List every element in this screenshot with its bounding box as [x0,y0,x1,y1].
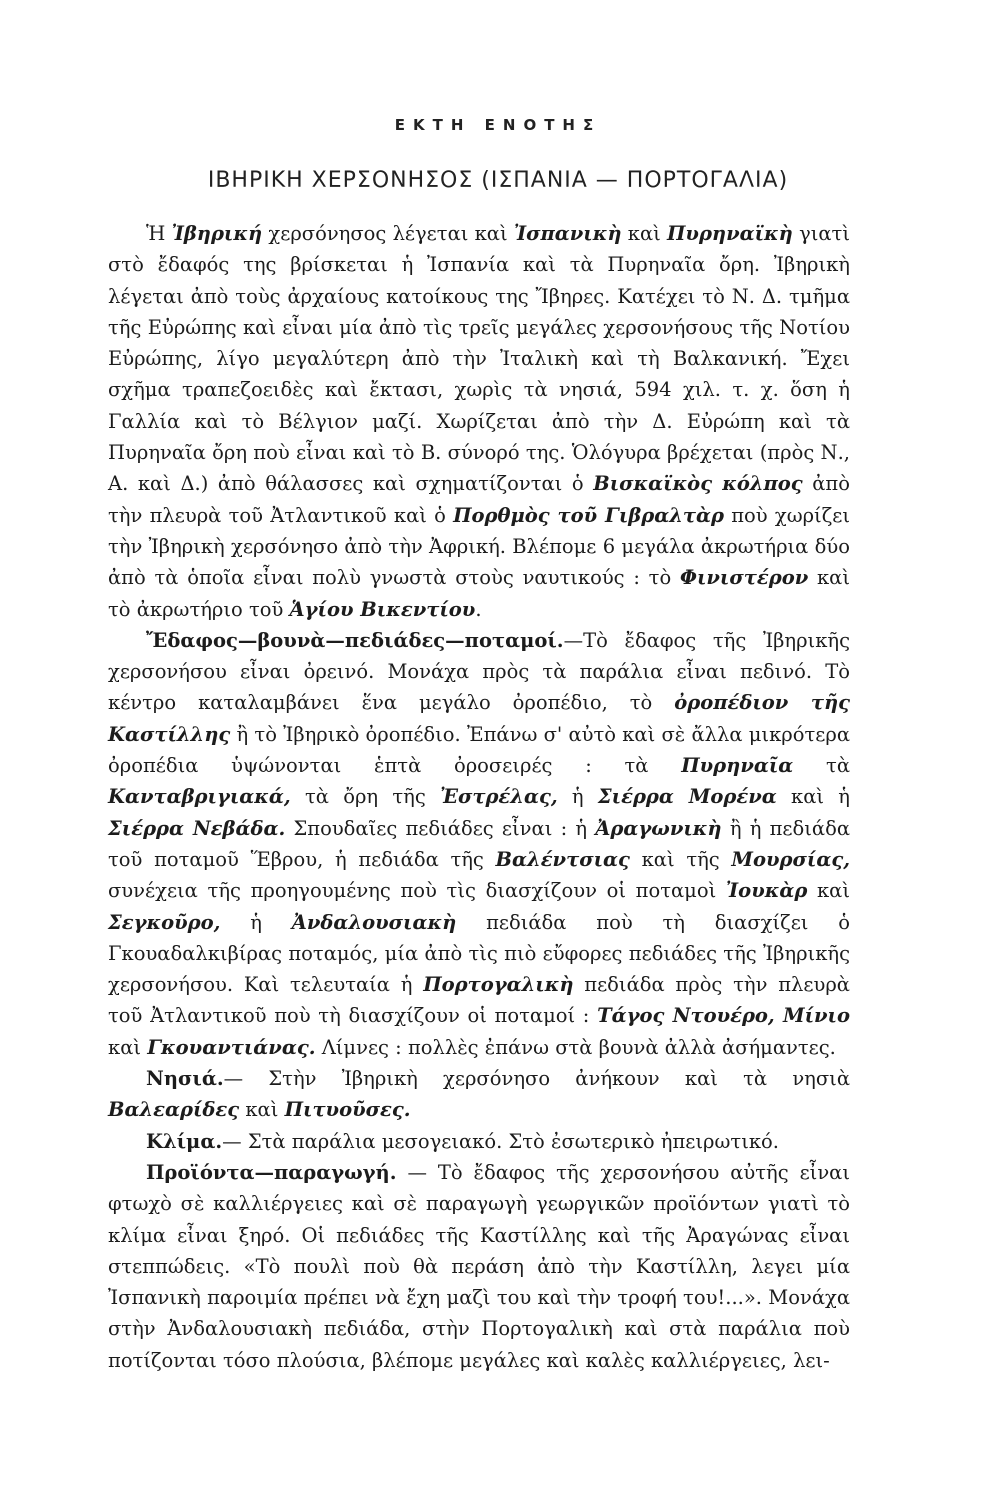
text-run: ἢ ἡ πεδιάδα τοῦ ποταμοῦ Ἕβρου, ἡ πεδιάδα τῆς [108,816,851,871]
text-run: —Τὸ ἔδαφος τῆς Ἰβηρικῆς χερσονήσου εἶναι ὀρεινό. Μονάχα πρὸς τὰ παράλια εἶναι πεδινό. Τὸ κέντρο καταλαμβάνει ἕνα μεγάλο ὀροπέδιο, τὸ [108,628,850,715]
text-run: καὶ [239,1098,285,1122]
term-iberian: Ἰβηρική [171,222,263,245]
chapter-title: ΙΒΗΡΙΚΗ ΧΕΡΣΟΝΗΣΟΣ (ΙΣΠΑΝΙΑ — ΠΟΡΤΟΓΑΛΙΑ) [207,168,789,193]
paragraph-introduction [108,218,850,625]
text-run: καὶ [108,1035,148,1059]
term-strait-of-gibraltar: Πορθμὸς τοῦ Γιβραλτὰρ [453,503,724,527]
text-run: ἢ τὸ Ἰβηρικὸ ὀροπέδιο. Ἐπάνω σ' αὐτὸ καὶ σὲ ἄλλα μικρότερα ὀροπέδια ὑψώνονται ἑπτὰ ὀροσειρές : τὰ [108,722,850,778]
text-run: γιατὶ στὸ ἔδαφός της βρίσκεται ἡ Ἰσπανία καὶ τὰ Πυρηναῖα ὄρη. Ἰβηρικὴ λέγεται ἀπὸ τοὺς ἀρχαίους κατοίκους της Ἴβηρες. Κατέχει τὸ Ν. Δ. τμῆμα τῆς Εὐρώπης καὶ εἶναι μία ἀπὸ τὶς τρεῖς μεγάλες χερσονήσους τῆς Νοτίου Εὐρώπης, λίγο μεγαλύτερη ἀπὸ τὴν Ἰταλικὴ καὶ τὴ Βαλκανική. Ἔχει σχῆμα τραπεζοειδὲς καὶ ἔκτασι, χωρὶς τὰ νησιά, 594 χιλ. τ. χ. ὅση ἡ Γαλλία καὶ τὸ Βέλγιον μαζί. Χωρίζεται ἀπὸ τὴν Δ. Εὐρώπη καὶ τὰ Πυρηναῖα ὄρη ποὺ εἶναι καὶ τὸ Β. σύνορό της. Ὁλόγυρα βρέχεται (πρὸς Ν., Α. καὶ Δ.) ἀπὸ θάλασσες καὶ σχηματίζονται ὁ [108,222,850,496]
text-run: πεδιάδα πρὸς τὴν πλευρὰ τοῦ Ἀτλαντικοῦ ποὺ τὴ διασχίζουν οἱ ποταμοί : [108,973,850,1028]
section-label: ΕΚΤΗ ΕΝΟΤΗΣ [394,116,602,134]
term-murcia: Μουρσίας, [731,847,850,871]
text-run: Ἡ [146,222,172,245]
term-pyrenees: Πυρηναῖα [681,754,794,778]
term-guadiana: Γκουαντιάνας. [147,1035,316,1059]
heading-climate: Κλίμα. [146,1129,223,1153]
text-run: χερσόνησος λέγεται καὶ [262,222,514,245]
text-run: τὰ ὄρη τῆς [290,785,441,809]
term-portuguese: Πορτογαλικὴ [423,973,574,997]
term-valencia: Βαλέντσιας [495,847,630,871]
text-run: — Τὸ ἔδαφος τῆς χερσονήσου αὐτῆς εἶναι φτωχὸ σὲ καλλιέργειες καὶ σὲ παραγωγὴ γεωργικῶν προϊόντων γιατὶ τὸ κλίμα εἶναι ξηρό. Οἱ πεδιάδες τῆς Καστίλλης καὶ τῆς Ἀραγώνας εἶναι στεππώδεις. «Τὸ πουλὶ ποὺ θὰ περάση ἀπὸ τὴν Καστίλλη, λεγει μία Ἰσπανικὴ παροιμία πρέπει νὰ ἔχη μαζὶ του καὶ τὴν τροφή του!...». Μονάχα στὴν Ἀνδαλουσιακὴ πεδιάδα, στὴν Πορτογαλικὴ καὶ στὰ παράλια ποὺ ποτίζονται τόσο πλούσια, βλέπομε μεγάλες καὶ καλὲς καλλιέργειες, λει- [108,1160,850,1372]
text-run: Σπουδαῖες πεδιάδες εἶναι : ἡ [285,816,596,840]
paragraph-climate [108,1126,850,1157]
term-saint-vincent: Ἁγίου Βικεντίου [289,597,476,621]
term-estrela: Ἐστρέλας, [440,785,558,809]
text-run: . [475,597,482,621]
text-run: συνέχεια τῆς προηγουμένης ποὺ τὶς διασχίζουν οἱ ποταμοὶ [108,879,726,903]
text-run: καὶ [621,222,667,245]
text-run: καὶ τὸ ἀκρωτήριο τοῦ [108,566,850,621]
term-rivers: Τάγος Ντουέρο, Μίνιο [597,1004,850,1028]
term-spanish: Ἰσπανικὴ [513,222,622,245]
text-run: τὰ [793,754,850,778]
term-andalusian: Ἀνδαλουσιακὴ [291,910,457,934]
text-run: — Στὰ παράλια μεσογειακό. Στὸ ἐσωτερικὸ ἠπειρωτικό. [222,1129,779,1153]
paragraph-islands [108,1063,850,1126]
text-run: ἡ [557,785,598,809]
heading-islands: Νησιά. [146,1067,224,1091]
text-run: ἀπὸ τὴν πλευρὰ τοῦ Ἀτλαντικοῦ καὶ ὁ [108,472,850,527]
term-sierra-nevada: Σιέρρα Νεβάδα. [108,816,286,840]
term-sierra-morena: Σιέρρα Μορένα [597,785,777,809]
text-run: καὶ ἡ [776,785,850,809]
term-cantabrian: Κανταβριγιακά, [108,785,291,809]
term-balearic: Βαλεαρίδες [108,1098,240,1122]
text-run: καὶ [807,879,850,903]
text-run: Λίμνες : πολλὲς ἐπάνω στὰ βουνὰ ἀλλὰ ἀσήμαντες. [315,1035,836,1059]
heading-products: Προϊόντα—παραγωγή. [146,1160,397,1184]
paragraph-terrain [108,625,850,1063]
text-run: ἡ [220,910,292,934]
text-run: ποὺ χωρίζει τὴν Ἰβηρικὴ χερσόνησο ἀπὸ τὴν Ἀφρική. Βλέπομε 6 μεγάλα ἀκρωτήρια δύο ἀπὸ τὰ ὁποῖα εἶναι πολὺ γνωστὰ στοὺς ναυτικούς : τὸ [108,503,851,590]
term-segura: Σεγκοῦρο, [108,910,221,934]
term-aragonese: Ἀραγωνικὴ [595,816,722,840]
term-finisterre: Φινιστέρον [679,566,809,590]
term-pyrenean: Πυρηναϊκὴ [666,222,793,245]
paragraph-products [108,1157,850,1376]
term-castile-plateau: ὀροπέδιον τῆς Καστίλλης [108,691,851,746]
text-run: πεδιάδα ποὺ τὴ διασχίζει ὁ Γκουαδαλκιβίρας ποταμός, μία ἀπὸ τὶς πιὸ εὔφορες πεδιάδες τῆς Ἰβηρικῆς χερσονήσου. Καὶ τελευταία ἡ [108,910,850,997]
term-pityusic: Πιτυοῦσες. [284,1098,411,1122]
term-jucar: Ἰουκὰρ [725,879,808,903]
term-bay-of-biscay: Βισκαϊκὸς κόλπος [593,472,803,496]
text-run: καὶ τῆς [629,847,732,871]
body-text [108,218,850,1376]
heading-terrain: Ἔδαφος—βουνὰ—πεδιάδες—ποταμοί. [146,628,564,652]
text-run: — Στὴν Ἰβηρικὴ χερσόνησο ἀνήκουν καὶ τὰ νησιὰ [223,1067,850,1091]
